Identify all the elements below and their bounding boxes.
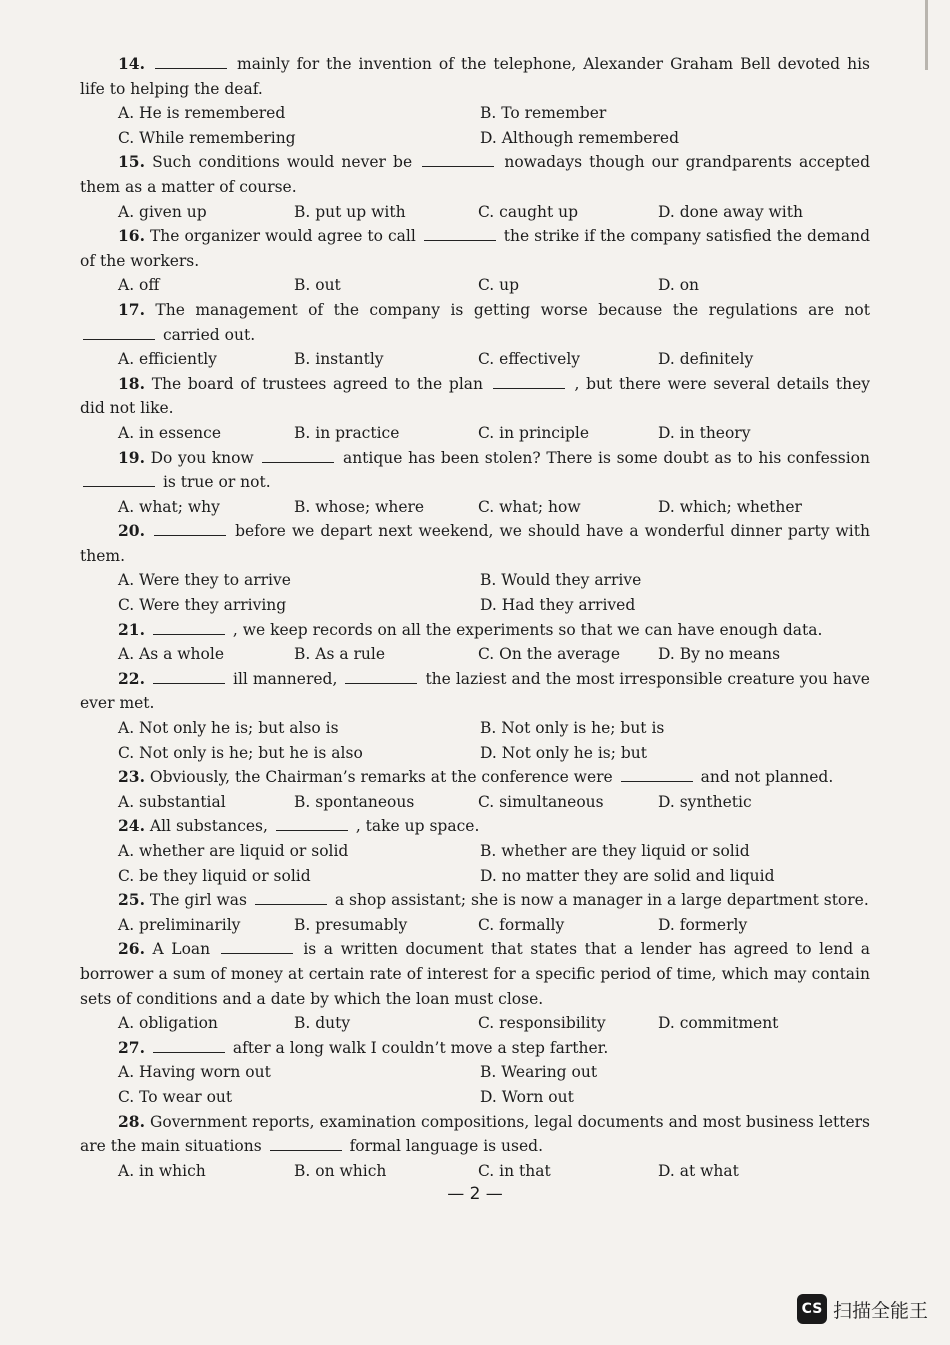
stem-text-after: , we keep records on all the experiments so that we can have enough data. — [232, 620, 823, 639]
stem-text-after: and not planned. — [700, 768, 834, 787]
options-list — [80, 1159, 870, 1184]
option-d: D. Not only he is; but — [480, 743, 648, 762]
question-14 — [80, 52, 870, 150]
question-stem — [80, 1036, 870, 1061]
option-c: C. in that — [478, 1161, 551, 1180]
question-stem — [80, 372, 870, 421]
question-19 — [80, 446, 870, 520]
option-d: D. Although remembered — [480, 128, 679, 147]
options-list — [80, 568, 870, 617]
stem-text-before: Do you know — [150, 448, 254, 467]
question-number: 22. — [118, 668, 145, 688]
option-d: D. definitely — [658, 350, 754, 369]
answer-blank — [493, 374, 565, 389]
question-stem — [80, 814, 870, 839]
stem-text-before: A Loan — [152, 940, 211, 959]
option-b: B. whose; where — [294, 497, 425, 516]
option-b: B. Would they arrive — [480, 571, 642, 590]
option-c: C. To wear out — [118, 1087, 233, 1106]
option-a: A. off — [118, 276, 160, 295]
option-b: B. As a rule — [294, 645, 386, 664]
question-23 — [80, 765, 870, 814]
question-27 — [80, 1036, 870, 1110]
option-d: D. By no means — [658, 645, 781, 664]
stem-text-before: Obviously, the Chairman’s remarks at the conference were — [149, 768, 613, 787]
option-c: C. While remembering — [118, 128, 296, 147]
answer-blank — [153, 669, 225, 684]
question-26 — [80, 937, 870, 1035]
option-c: C. be they liquid or solid — [118, 866, 311, 885]
question-number: 25. — [118, 890, 145, 910]
options-list — [80, 347, 870, 372]
option-a: A. efficiently — [118, 350, 217, 369]
option-a: A. As a whole — [118, 645, 225, 664]
question-stem — [80, 298, 870, 347]
answer-blank — [154, 521, 226, 536]
stem-text-before: Such conditions would never be — [152, 153, 413, 172]
option-a: A. obligation — [118, 1014, 218, 1033]
answer-blank — [83, 325, 155, 340]
question-stem — [80, 446, 870, 495]
stem-text-before: Government reports, examination compositions, legal documents and most business letters are the main situations — [80, 1112, 870, 1156]
question-number: 14. — [118, 54, 145, 73]
question-17 — [80, 298, 870, 372]
option-c: C. up — [478, 276, 520, 295]
stem-text-after: carried out. — [162, 325, 256, 344]
answer-blank — [621, 767, 693, 782]
options-list — [80, 1060, 870, 1109]
stem-text-after: the laziest and the most irresponsible creature you have ever met. — [80, 669, 870, 713]
option-b: B. To remember — [480, 104, 607, 123]
question-stem — [80, 224, 870, 273]
question-16 — [80, 224, 870, 298]
option-c: C. Were they arriving — [118, 596, 287, 615]
stem-text-before: The girl was — [149, 891, 247, 910]
option-b: B. duty — [294, 1014, 351, 1033]
stem-text-after: , but there were several details they did not like. — [80, 374, 871, 418]
question-18 — [80, 372, 870, 446]
option-a: A. Not only he is; but also is — [118, 719, 339, 738]
stem-text-before: All substances, — [149, 817, 268, 836]
options-list — [80, 642, 870, 667]
stem-text-after: is true or not. — [162, 473, 271, 492]
option-a: A. He is remembered — [118, 104, 286, 123]
option-b: B. spontaneous — [294, 792, 415, 811]
page-edge-shadow — [925, 0, 928, 70]
question-stem — [80, 52, 870, 101]
stem-text-before: The board of trustees agreed to the plan — [151, 374, 484, 393]
options-list — [80, 716, 870, 765]
option-b: B. in practice — [294, 423, 400, 442]
option-c: C. responsibility — [478, 1014, 606, 1033]
question-number: 18. — [118, 373, 145, 393]
option-b: B. whether are they liquid or solid — [480, 842, 750, 860]
option-d: D. on — [658, 276, 700, 295]
answer-blank — [221, 939, 293, 954]
option-d: D. synthetic — [658, 792, 752, 811]
question-number: 26. — [118, 939, 145, 959]
option-a: A. in which — [118, 1161, 206, 1180]
answer-blank — [422, 152, 494, 167]
question-stem — [80, 1110, 870, 1159]
option-d: D. Worn out — [480, 1087, 574, 1106]
option-c: C. what; how — [478, 497, 581, 516]
question-24 — [80, 814, 870, 888]
question-21 — [80, 618, 870, 667]
option-d: D. done away with — [658, 202, 803, 221]
answer-blank — [424, 226, 496, 241]
question-number: 17. — [118, 299, 145, 319]
question-number: 24. — [118, 816, 145, 836]
stem-text-after: nowadays though our grandparents accepted them as a matter of course. — [80, 153, 870, 196]
option-b: B. put up with — [294, 202, 406, 221]
option-b: B. on which — [294, 1161, 387, 1180]
option-a: A. given up — [118, 202, 207, 221]
question-stem — [80, 150, 870, 199]
stem-text-after: after a long walk I couldn’t move a step farther. — [232, 1038, 609, 1057]
answer-blank — [276, 816, 348, 831]
options-list — [80, 101, 870, 150]
option-b: B. Wearing out — [480, 1063, 598, 1082]
option-a: A. Were they to arrive — [118, 571, 291, 590]
camscanner-logo-icon: CS — [797, 1294, 827, 1324]
stem-text-before: The organizer would agree to call — [149, 227, 416, 246]
answer-blank — [270, 1136, 342, 1151]
answer-blank — [153, 620, 225, 635]
stem-text-after: the strike if the company satisfied the demand of the workers. — [80, 227, 870, 270]
question-22 — [80, 667, 870, 765]
question-number: 27. — [118, 1037, 145, 1057]
question-number: 15. — [118, 152, 145, 172]
question-number: 21. — [118, 619, 145, 639]
option-a: A. what; why — [118, 497, 220, 516]
option-d: D. which; whether — [658, 497, 802, 516]
option-c: C. Not only is he; but he is also — [118, 743, 363, 762]
stem-text-after: , take up space. — [355, 817, 480, 836]
stem-text-middle: antique has been stolen? There is some doubt as to his confession — [342, 448, 870, 467]
question-number: 20. — [118, 521, 145, 541]
option-c: C. in principle — [478, 423, 589, 442]
watermark-text: 扫描全能王 — [832, 1299, 928, 1322]
stem-text-after: mainly for the invention of the telephone, Alexander Graham Bell devoted his life to helping the deaf. — [80, 55, 870, 98]
options-list — [80, 913, 870, 938]
option-c: C. caught up — [478, 202, 579, 221]
question-15 — [80, 150, 870, 224]
option-c: C. On the average — [478, 645, 621, 664]
question-stem — [80, 888, 870, 913]
options-list — [80, 273, 870, 298]
option-a: A. in essence — [118, 423, 222, 442]
stem-text-after: before we depart next weekend, we should have a wonderful dinner party with them. — [80, 522, 870, 565]
question-number: 19. — [118, 447, 145, 467]
option-d: D. commitment — [658, 1014, 779, 1033]
option-d: D. in theory — [658, 423, 751, 442]
options-list — [80, 1011, 870, 1036]
stem-text-after: a shop assistant; she is now a manager in a large department store. — [334, 891, 869, 910]
scanner-watermark — [797, 1294, 928, 1324]
stem-text-after: is a written document that states that a lender has agreed to lend a borrower a sum of money at certain rate of interest for a specific period of time, which may contain sets of conditions and a date by which the loan must close. — [80, 940, 870, 1008]
question-20 — [80, 519, 870, 617]
options-list — [80, 839, 870, 888]
option-b: B. presumably — [294, 915, 408, 934]
question-stem — [80, 618, 870, 643]
options-list — [80, 421, 870, 446]
question-stem — [80, 667, 870, 716]
option-b: B. out — [294, 276, 341, 295]
answer-blank — [83, 472, 155, 487]
question-number: 23. — [118, 767, 145, 787]
question-28 — [80, 1110, 870, 1184]
option-c: C. simultaneous — [478, 792, 604, 811]
question-stem — [80, 519, 870, 568]
stem-text-before: The management of the company is getting worse because the regulations are not — [155, 300, 870, 319]
option-a: A. whether are liquid or solid — [118, 842, 349, 860]
option-a: A. substantial — [118, 792, 226, 811]
question-number: 28. — [118, 1111, 145, 1131]
option-d: D. no matter they are solid and liquid — [480, 866, 775, 885]
question-number: 16. — [118, 226, 145, 246]
options-list — [80, 495, 870, 520]
option-c: C. formally — [478, 915, 565, 934]
option-a: A. preliminarily — [118, 915, 241, 934]
options-list — [80, 200, 870, 225]
answer-blank — [155, 54, 227, 69]
page-number: — 2 — — [447, 1184, 503, 1204]
stem-text-middle: ill mannered, — [233, 669, 338, 688]
option-d: D. Had they arrived — [480, 596, 636, 615]
stem-text-after: formal language is used. — [349, 1137, 544, 1156]
option-d: D. formerly — [658, 915, 748, 934]
answer-blank — [153, 1038, 225, 1053]
answer-blank — [255, 890, 327, 905]
exam-page — [80, 52, 870, 1183]
options-list — [80, 790, 870, 815]
option-c: C. effectively — [478, 350, 581, 369]
question-stem — [80, 765, 870, 790]
answer-blank — [345, 669, 417, 684]
question-25 — [80, 888, 870, 937]
option-d: D. at what — [658, 1161, 739, 1180]
option-a: A. Having worn out — [118, 1063, 271, 1082]
answer-blank — [262, 448, 334, 463]
option-b: B. Not only is he; but is — [480, 719, 665, 738]
question-stem — [80, 937, 870, 1011]
option-b: B. instantly — [294, 350, 384, 369]
